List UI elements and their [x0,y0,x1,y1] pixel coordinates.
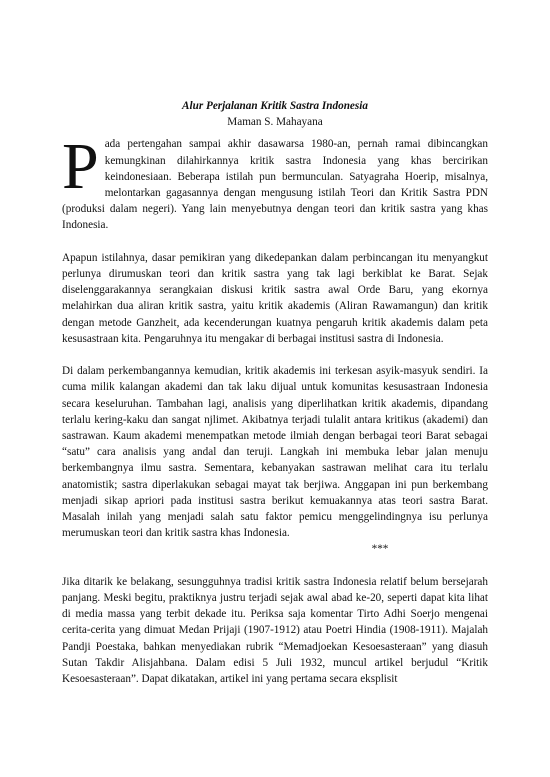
paragraph-1 [62,130,488,233]
document-page [62,98,488,687]
drop-cap-letter: P [62,130,99,204]
paragraph-2: Apapun istilahnya, dasar pemikiran yang dikedepankan dalam perbincangan itu menyangkut perlunya dirumuskan teori dan kritik sastra yang tak lagi berkiblat ke Barat. Sejak diselenggarakannya serangkaian diskusi kritik sastra awal Orde Baru, yang ekornya melahirkan dua aliran kritik sastra, yaitu kritik akademis (Aliran Rawamangun) dan kritik dengan metode Ganzheit, ada kecenderungan kuatnya pengaruh kritik akademis dalam peta kesusastraan kita. Pengaruhnya itu mengakar di berbagai institusi sastra di Indonesia. [62,251,488,345]
document-author: Maman S. Mahayana [227,116,323,129]
paragraph-spacer [62,558,488,574]
paragraph-3: Di dalam perkembangannya kemudian, kritik akademis ini terkesan asyik-masyuk sendiri. Ia cuma milik kalangan akademi dan tak laku dijual untuk komunitas kesusastraan Indonesia secara keseluruhan. Tambahan lagi, analisis yang diperlihatkan kritik akademis, dipandang terlalu kering-kaku dan sangat njlimet. Akibatnya terjadi tulalit antara kritikus (akademi) dan sastrawan. Kaum akademi menempatkan metode ilmiah dengan berbagai teori Barat sebagai “satu” cara analisis yang andal dan teruji. Langkah ini membuka lebar jalan menuju berkembangnya ilmu sastra. Sementara, kebanyakan sastrawan melihat cara itu terlalu anatomistik; sastra diperlakukan sebagai mayat tak berjiwa. Anggapan ini pun berkembang menjadi sikap apriori pada institusi sastra berikut kemuakannya atas teori sastra Barat. Masalah inilah yang menjadi salah satu faktor pemicu menggelindingnya isu perlunya merumuskan teori dan kritik sastra khas Indonesia. [62,365,488,540]
section-separator: *** [371,543,389,556]
paragraph-1-text: ada pertengahan sampai akhir dasawarsa 1980-an, pernah ramai dibincangkan kemungkinan dilahirkannya kritik sastra Indonesia yang khas bercirikan keindonesiaan. Beberapa istilah pun bermunculan. Satyagraha Hoerip, misalnya, melontarkan gagasannya dengan mengusung istilah Teori dan Kritik Sastra PDN (produksi dalam negeri). Yang lain menyebutnya dengan teori dan kritik sastra yang khas Indonesia. [62,138,488,232]
document-title: Alur Perjalanan Kritik Sastra Indonesia [182,100,368,112]
paragraph-spacer [62,347,488,363]
paragraph-spacer [62,234,488,250]
paragraph-4: Jika ditarik ke belakang, sesungguhnya tradisi kritik sastra Indonesia relatif belum bersejarah panjang. Meski begitu, praktiknya justru terjadi sejak awal abad ke-20, seperti dapat kita lihat di media massa yang terbit dekade itu. Periksa saja komentar Tirto Adhi Soerjo mengenai cerita-cerita yang dimuat Medan Prijaji (1907-1912) atau Poetri Hindia (1908-1911). Majalah Pandji Poestaka, bahkan menyediakan rubrik “Memadjoekan Kesoesasteraan” yang diasuh Sutan Takdir Alisjahbana. Dalam edisi 5 Juli 1932, muncul artikel berjudul “Kritik Kesoesasteraan”. Dapat dikatakan, artikel ini yang pertama secara eksplisit [62,575,488,686]
